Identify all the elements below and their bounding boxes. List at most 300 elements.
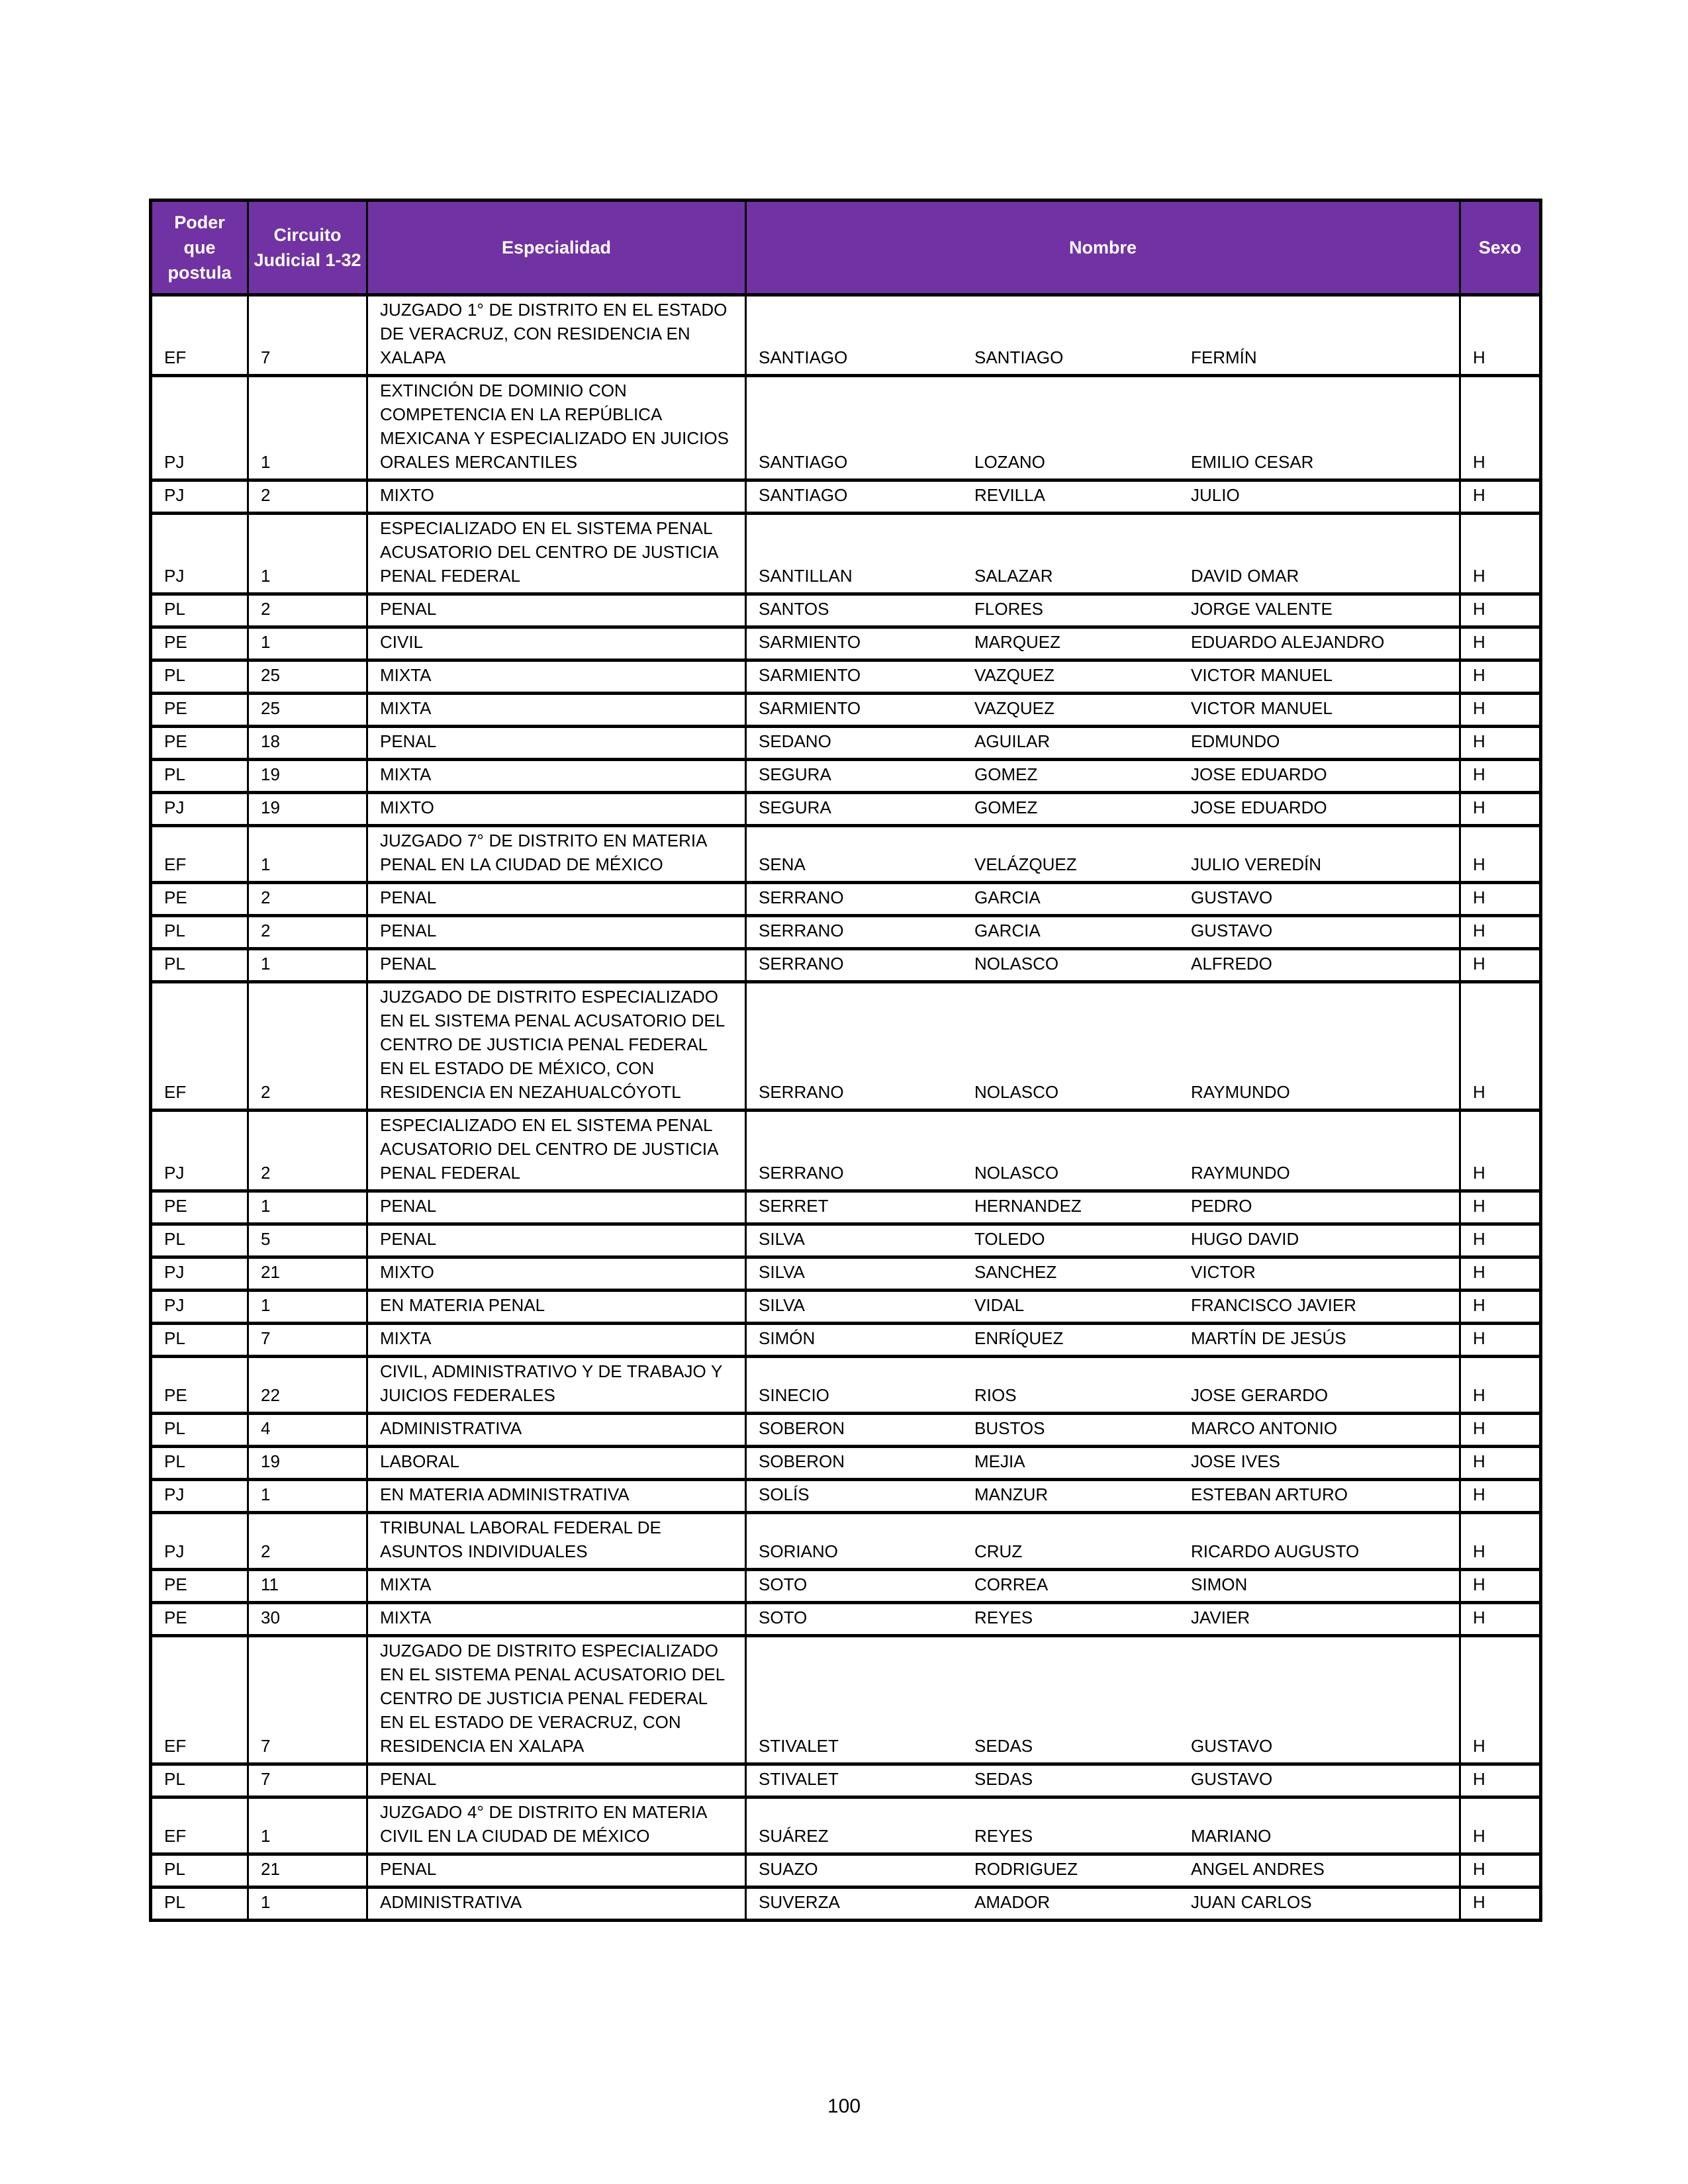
nombre-propio: JOSE EDUARDO [1191,764,1327,784]
table-row [151,295,1541,376]
table-row [151,1291,1541,1324]
cell-poder: PE [151,1570,248,1603]
cell-circuito: 1 [248,514,367,594]
cell-nombre [746,1447,1460,1480]
nombre-propio: GUSTAVO [1191,887,1273,907]
apellido-paterno: SOTO [759,1608,808,1627]
apellido-paterno: SANTOS [759,599,829,619]
apellido-materno: TOLEDO [974,1229,1045,1249]
cell-poder: PL [151,949,248,982]
cell-sexo: H [1460,660,1541,694]
nombre-propio: HUGO DAVID [1191,1229,1299,1249]
apellido-paterno: STIVALET [759,1736,839,1756]
nombre-propio: MARIANO [1191,1826,1272,1846]
cell-circuito: 1 [248,1888,367,1921]
nombre-propio: RAYMUNDO [1191,1082,1290,1102]
cell-nombre [746,1324,1460,1357]
cell-sexo: H [1460,1570,1541,1603]
header-poder-que-postula: Poder que postula [151,201,248,295]
cell-poder: PE [151,1357,248,1414]
cell-poder: PL [151,1414,248,1447]
cell-nombre [746,826,1460,883]
cell-circuito: 7 [248,295,367,376]
apellido-materno: GARCIA [974,921,1041,940]
cell-nombre [746,1191,1460,1224]
cell-sexo: H [1460,514,1541,594]
table-row [151,594,1541,627]
apellido-paterno: SANTIAGO [759,452,848,472]
table-row [151,1513,1541,1570]
cell-circuito: 19 [248,1447,367,1480]
cell-nombre [746,1291,1460,1324]
apellido-paterno: SARMIENTO [759,665,861,685]
cell-sexo: H [1460,1603,1541,1636]
cell-poder: PJ [151,1480,248,1513]
nombre-propio: JULIO VEREDÍN [1191,854,1321,874]
cell-circuito: 25 [248,660,367,694]
apellido-materno: VAZQUEZ [974,698,1055,718]
header-nombre: Nombre [746,201,1460,295]
cell-poder: PL [151,1447,248,1480]
apellido-materno: GOMEZ [974,764,1038,784]
table-row [151,826,1541,883]
cell-nombre [746,1764,1460,1797]
table-row [151,514,1541,594]
apellido-paterno: SERRANO [759,954,844,974]
table-row [151,1224,1541,1257]
table-row [151,1257,1541,1291]
cell-especialidad: TRIBUNAL LABORAL FEDERAL DE ASUNTOS INDIVIDUALES [367,1513,746,1570]
cell-nombre [746,480,1460,514]
cell-sexo: H [1460,883,1541,916]
apellido-materno: VIDAL [974,1295,1025,1315]
cell-sexo: H [1460,1636,1541,1764]
cell-poder: EF [151,1636,248,1764]
cell-especialidad: EN MATERIA PENAL [367,1291,746,1324]
cell-especialidad: ESPECIALIZADO EN EL SISTEMA PENAL ACUSATORIO DEL CENTRO DE JUSTICIA PENAL FEDERAL [367,514,746,594]
nombre-propio: ANGEL ANDRES [1191,1859,1325,1879]
candidates-table [149,199,1542,1922]
cell-especialidad: MIXTA [367,1324,746,1357]
cell-sexo: H [1460,916,1541,949]
table-row [151,1111,1541,1191]
cell-circuito: 21 [248,1257,367,1291]
cell-sexo: H [1460,1888,1541,1921]
apellido-materno: REYES [974,1608,1033,1627]
table-row [151,1357,1541,1414]
cell-sexo: H [1460,826,1541,883]
cell-nombre [746,594,1460,627]
apellido-materno: GARCIA [974,887,1041,907]
cell-poder: PL [151,594,248,627]
cell-poder: PL [151,1224,248,1257]
cell-circuito: 2 [248,594,367,627]
cell-poder: PE [151,1191,248,1224]
nombre-propio: JORGE VALENTE [1191,599,1333,619]
cell-circuito: 19 [248,793,367,826]
table-row [151,1447,1541,1480]
table-row [151,949,1541,982]
cell-circuito: 2 [248,1111,367,1191]
cell-especialidad: PENAL [367,727,746,760]
table-row [151,376,1541,480]
cell-especialidad: MIXTA [367,694,746,727]
cell-nombre [746,1357,1460,1414]
nombre-propio: VICTOR MANUEL [1191,665,1333,685]
apellido-materno: VELÁZQUEZ [974,854,1077,874]
cell-nombre [746,1111,1460,1191]
table-row [151,1324,1541,1357]
table-row [151,1570,1541,1603]
cell-circuito: 2 [248,480,367,514]
table-row [151,1480,1541,1513]
table-row [151,982,1541,1111]
cell-poder: PL [151,1764,248,1797]
cell-poder: EF [151,982,248,1111]
cell-nombre [746,1797,1460,1854]
cell-nombre [746,727,1460,760]
cell-nombre [746,1854,1460,1888]
cell-poder: PJ [151,376,248,480]
cell-especialidad: PENAL [367,1854,746,1888]
cell-sexo: H [1460,760,1541,793]
cell-especialidad: CIVIL, ADMINISTRATIVO Y DE TRABAJO Y JUICIOS FEDERALES [367,1357,746,1414]
cell-sexo: H [1460,594,1541,627]
cell-circuito: 19 [248,760,367,793]
apellido-materno: ENRÍQUEZ [974,1328,1064,1348]
apellido-materno: SANCHEZ [974,1262,1057,1282]
apellido-materno: MANZUR [974,1484,1049,1504]
cell-nombre [746,1480,1460,1513]
apellido-paterno: SANTILLAN [759,566,853,586]
cell-poder: PJ [151,480,248,514]
nombre-propio: ALFREDO [1191,954,1272,974]
table-row [151,883,1541,916]
cell-circuito: 18 [248,727,367,760]
cell-especialidad: ADMINISTRATIVA [367,1888,746,1921]
cell-poder: PJ [151,1257,248,1291]
cell-nombre [746,1414,1460,1447]
cell-circuito: 5 [248,1224,367,1257]
cell-nombre [746,627,1460,660]
cell-poder: PL [151,1888,248,1921]
cell-poder: PL [151,1324,248,1357]
apellido-paterno: SIMÓN [759,1328,816,1348]
cell-poder: PJ [151,1513,248,1570]
cell-sexo: H [1460,1224,1541,1257]
apellido-materno: RIOS [974,1385,1017,1405]
cell-circuito: 1 [248,1191,367,1224]
cell-especialidad: ADMINISTRATIVA [367,1414,746,1447]
cell-circuito: 7 [248,1324,367,1357]
header-especialidad: Especialidad [367,201,746,295]
cell-especialidad: CIVIL [367,627,746,660]
table-row [151,1603,1541,1636]
cell-circuito: 1 [248,1480,367,1513]
cell-sexo: H [1460,1764,1541,1797]
cell-sexo: H [1460,793,1541,826]
cell-sexo: H [1460,1357,1541,1414]
nombre-propio: DAVID OMAR [1191,566,1299,586]
table-row [151,1191,1541,1224]
cell-nombre [746,883,1460,916]
apellido-materno: REYES [974,1826,1033,1846]
cell-poder: PE [151,1603,248,1636]
cell-especialidad: EXTINCIÓN DE DOMINIO CON COMPETENCIA EN LA REPÚBLICA MEXICANA Y ESPECIALIZADO EN JUICIOS ORALES MERCANTILES [367,376,746,480]
apellido-paterno: SERRANO [759,1082,844,1102]
cell-especialidad: PENAL [367,916,746,949]
cell-especialidad: JUZGADO 1° DE DISTRITO EN EL ESTADO DE VERACRUZ, CON RESIDENCIA EN XALAPA [367,295,746,376]
cell-especialidad: JUZGADO 4° DE DISTRITO EN MATERIA CIVIL EN LA CIUDAD DE MÉXICO [367,1797,746,1854]
cell-nombre [746,376,1460,480]
apellido-materno: SALAZAR [974,566,1053,586]
nombre-propio: GUSTAVO [1191,1736,1273,1756]
cell-poder: PJ [151,793,248,826]
cell-circuito: 2 [248,982,367,1111]
cell-poder: PL [151,1854,248,1888]
cell-circuito: 1 [248,826,367,883]
table-row [151,760,1541,793]
cell-especialidad: PENAL [367,1224,746,1257]
cell-sexo: H [1460,1191,1541,1224]
cell-circuito: 4 [248,1414,367,1447]
cell-poder: PJ [151,1111,248,1191]
apellido-paterno: SARMIENTO [759,632,861,652]
cell-circuito: 21 [248,1854,367,1888]
apellido-paterno: SILVA [759,1229,805,1249]
cell-sexo: H [1460,1111,1541,1191]
nombre-propio: JOSE GERARDO [1191,1385,1329,1405]
nombre-propio: PEDRO [1191,1196,1252,1216]
cell-circuito: 11 [248,1570,367,1603]
apellido-paterno: SERRET [759,1196,829,1216]
apellido-materno: MEJIA [974,1451,1025,1471]
nombre-propio: VICTOR [1191,1262,1256,1282]
apellido-materno: HERNANDEZ [974,1196,1082,1216]
cell-especialidad: MIXTO [367,480,746,514]
cell-circuito: 30 [248,1603,367,1636]
cell-circuito: 25 [248,694,367,727]
nombre-propio: GUSTAVO [1191,921,1273,940]
table-row [151,627,1541,660]
apellido-paterno: SOLÍS [759,1484,810,1504]
apellido-paterno: SARMIENTO [759,698,861,718]
cell-sexo: H [1460,1480,1541,1513]
cell-circuito: 1 [248,949,367,982]
nombre-propio: EDUARDO ALEJANDRO [1191,632,1385,652]
apellido-materno: CORREA [974,1574,1049,1594]
cell-circuito: 2 [248,883,367,916]
cell-especialidad: MIXTA [367,1570,746,1603]
nombre-propio: JOSE EDUARDO [1191,797,1327,817]
cell-sexo: H [1460,694,1541,727]
apellido-materno: SANTIAGO [974,347,1064,367]
table-row [151,1888,1541,1921]
table-row [151,1797,1541,1854]
table-row [151,727,1541,760]
nombre-propio: FERMÍN [1191,347,1257,367]
nombre-propio: EDMUNDO [1191,731,1280,751]
table-row [151,916,1541,949]
cell-circuito: 22 [248,1357,367,1414]
cell-poder: PE [151,627,248,660]
apellido-paterno: SANTIAGO [759,485,848,505]
cell-circuito: 1 [248,1291,367,1324]
table-row [151,480,1541,514]
cell-especialidad: JUZGADO DE DISTRITO ESPECIALIZADO EN EL SISTEMA PENAL ACUSATORIO DEL CENTRO DE JUSTICIA PENAL FEDERAL EN EL ESTADO DE MÉXICO, CON RESIDENCIA EN NEZAHUALCÓYOTL [367,982,746,1111]
cell-sexo: H [1460,1854,1541,1888]
apellido-materno: MARQUEZ [974,632,1060,652]
apellido-materno: NOLASCO [974,1082,1059,1102]
apellido-materno: RODRIGUEZ [974,1859,1078,1879]
cell-especialidad: JUZGADO 7° DE DISTRITO EN MATERIA PENAL EN LA CIUDAD DE MÉXICO [367,826,746,883]
cell-especialidad: LABORAL [367,1447,746,1480]
apellido-materno: AMADOR [974,1892,1051,1912]
cell-especialidad: MIXTO [367,793,746,826]
apellido-paterno: SENA [759,854,806,874]
cell-circuito: 1 [248,376,367,480]
cell-nombre [746,1513,1460,1570]
table-row [151,660,1541,694]
cell-especialidad: MIXTA [367,760,746,793]
cell-poder: PL [151,760,248,793]
cell-nombre [746,760,1460,793]
cell-poder: PJ [151,514,248,594]
nombre-propio: GUSTAVO [1191,1769,1273,1789]
apellido-materno: SEDAS [974,1769,1033,1789]
apellido-materno: NOLASCO [974,1163,1059,1183]
apellido-paterno: SERRANO [759,1163,844,1183]
nombre-propio: EMILIO CESAR [1191,452,1314,472]
nombre-propio: FRANCISCO JAVIER [1191,1295,1356,1315]
cell-circuito: 2 [248,916,367,949]
cell-especialidad: JUZGADO DE DISTRITO ESPECIALIZADO EN EL SISTEMA PENAL ACUSATORIO DEL CENTRO DE JUSTICIA PENAL FEDERAL EN EL ESTADO DE VERACRUZ, CON RESIDENCIA EN XALAPA [367,1636,746,1764]
apellido-paterno: SUÁREZ [759,1826,829,1846]
table-row [151,1854,1541,1888]
apellido-paterno: SOBERON [759,1451,845,1471]
cell-sexo: H [1460,1797,1541,1854]
cell-nombre [746,982,1460,1111]
nombre-propio: JULIO [1191,485,1240,505]
table-row [151,1764,1541,1797]
table-row [151,1636,1541,1764]
cell-especialidad: EN MATERIA ADMINISTRATIVA [367,1480,746,1513]
nombre-propio: JAVIER [1191,1608,1250,1627]
apellido-paterno: SEGURA [759,797,831,817]
apellido-paterno: SUAZO [759,1859,818,1879]
table-header [151,201,1541,295]
cell-sexo: H [1460,1414,1541,1447]
cell-nombre [746,1888,1460,1921]
apellido-paterno: SEGURA [759,764,831,784]
cell-nombre [746,1636,1460,1764]
cell-sexo: H [1460,480,1541,514]
apellido-materno: NOLASCO [974,954,1059,974]
cell-nombre [746,949,1460,982]
cell-poder: PJ [151,1291,248,1324]
table-row [151,793,1541,826]
cell-especialidad: PENAL [367,594,746,627]
cell-nombre [746,1603,1460,1636]
cell-especialidad: MIXTA [367,1603,746,1636]
cell-nombre [746,295,1460,376]
cell-poder: PL [151,916,248,949]
cell-nombre [746,694,1460,727]
cell-sexo: H [1460,949,1541,982]
cell-especialidad: PENAL [367,949,746,982]
nombre-propio: MARTÍN DE JESÚS [1191,1328,1346,1348]
cell-nombre [746,793,1460,826]
nombre-propio: ESTEBAN ARTURO [1191,1484,1348,1504]
cell-sexo: H [1460,982,1541,1111]
cell-sexo: H [1460,295,1541,376]
table-row [151,694,1541,727]
cell-nombre [746,660,1460,694]
cell-sexo: H [1460,1324,1541,1357]
nombre-propio: RICARDO AUGUSTO [1191,1541,1360,1561]
nombre-propio: JOSE IVES [1191,1451,1280,1471]
cell-especialidad: PENAL [367,1191,746,1224]
apellido-paterno: SANTIAGO [759,347,848,367]
cell-especialidad: ESPECIALIZADO EN EL SISTEMA PENAL ACUSATORIO DEL CENTRO DE JUSTICIA PENAL FEDERAL [367,1111,746,1191]
cell-especialidad: PENAL [367,1764,746,1797]
cell-nombre [746,916,1460,949]
cell-especialidad: MIXTA [367,660,746,694]
apellido-materno: BUSTOS [974,1418,1045,1438]
cell-circuito: 7 [248,1636,367,1764]
cell-especialidad: MIXTO [367,1257,746,1291]
cell-poder: PE [151,694,248,727]
apellido-paterno: SILVA [759,1295,805,1315]
nombre-propio: RAYMUNDO [1191,1163,1290,1183]
apellido-paterno: SUVERZA [759,1892,840,1912]
cell-nombre [746,514,1460,594]
cell-especialidad: PENAL [367,883,746,916]
cell-sexo: H [1460,727,1541,760]
cell-nombre [746,1570,1460,1603]
cell-poder: EF [151,1797,248,1854]
page-number: 100 [827,2095,861,2117]
apellido-materno: FLORES [974,599,1044,619]
cell-circuito: 7 [248,1764,367,1797]
apellido-paterno: SOBERON [759,1418,845,1438]
cell-sexo: H [1460,1291,1541,1324]
apellido-paterno: STIVALET [759,1769,839,1789]
apellido-materno: CRUZ [974,1541,1023,1561]
nombre-propio: MARCO ANTONIO [1191,1418,1338,1438]
cell-sexo: H [1460,627,1541,660]
cell-sexo: H [1460,1257,1541,1291]
apellido-materno: LOZANO [974,452,1045,472]
apellido-paterno: SOTO [759,1574,808,1594]
table-row [151,1414,1541,1447]
cell-poder: EF [151,826,248,883]
nombre-propio: VICTOR MANUEL [1191,698,1333,718]
header-sexo: Sexo [1460,201,1541,295]
cell-circuito: 2 [248,1513,367,1570]
apellido-paterno: SERRANO [759,921,844,940]
cell-nombre [746,1257,1460,1291]
cell-circuito: 1 [248,1797,367,1854]
apellido-paterno: SORIANO [759,1541,838,1561]
cell-sexo: H [1460,376,1541,480]
cell-poder: EF [151,295,248,376]
apellido-paterno: SEDANO [759,731,831,751]
nombre-propio: JUAN CARLOS [1191,1892,1312,1912]
apellido-paterno: SILVA [759,1262,805,1282]
cell-poder: PE [151,727,248,760]
cell-nombre [746,1224,1460,1257]
